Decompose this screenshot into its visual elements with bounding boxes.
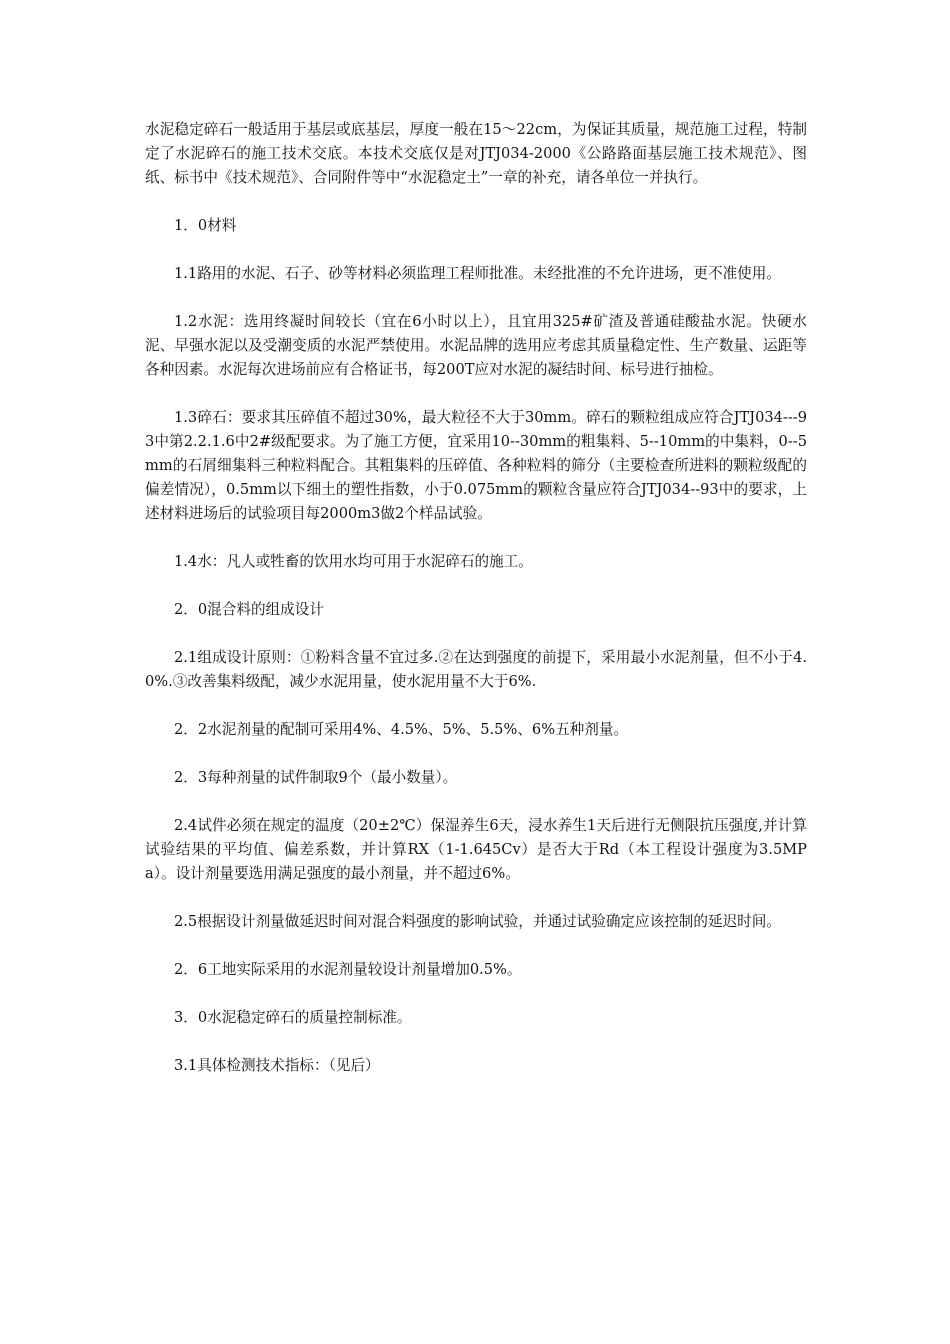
paragraph-2-4: 2.4试件必须在规定的温度（20±2℃）保湿养生6天，浸水养生1天后进行无侧限抗压强度,并计算试验结果的平均值、偏差系数，并计算RX（1-1.645Cv）是否大于Rd（本工程设计强度为3.5MPa）。设计剂量要选用满足强度的最小剂量，并不超过6%。: [145, 817, 807, 882]
paragraph-2-6: 2．6工地实际采用的水泥剂量较设计剂量增加0.5%。: [174, 961, 522, 978]
paragraph-1-3-gravel: 1.3碎石：要求其压碎值不超过30%，最大粒径不大于30mm。碎石的颗粒组成应符合JTJ034---93中第2.2.1.6中2#级配要求。为了施工方便，宜采用10--30mm的粗集料、5--10mm的中集料，0--5mm的石屑细集料三种粒料配合。其粗集料的压碎值、各种粒料的筛分（主要检查所进料的颗粒级配的偏差情况），0.5mm以下细土的塑性指数，小于0.075mm的颗粒含量应符合JTJ034--93中的要求，上述材料进场后的试验项目每2000m3做2个样品试验。: [145, 409, 807, 522]
heading-2-mix-design: 2．0混合料的组成设计: [174, 601, 324, 618]
paragraph-1-4-water: 1.4水：凡人或牲畜的饮用水均可用于水泥碎石的施工。: [174, 553, 533, 570]
paragraph-3-1: 3.1具体检测技术指标：（见后）: [174, 1057, 380, 1074]
paragraph-1-2-cement: 1.2水泥：选用终凝时间较长（宜在6小时以上），且宜用325#矿渣及普通硅酸盐水泥。快硬水泥、早强水泥以及受潮变质的水泥严禁使用。水泥品牌的选用应考虑其质量稳定性、生产数量、运距等各种因素。水泥每次进场前应有合格证书，每200T应对水泥的凝结时间、标号进行抽检。: [145, 313, 807, 378]
intro-paragraph: 水泥稳定碎石一般适用于基层或底基层，厚度一般在15～22cm，为保证其质量，规范施工过程，特制定了水泥碎石的施工技术交底。本技术交底仅是对JTJ034-2000《公路路面基层施工技术规范》、图纸、标书中《技术规范》、合同附件等中“水泥稳定土”一章的补充，请各单位一并执行。: [145, 121, 807, 186]
paragraph-2-5: 2.5根据设计剂量做延迟时间对混合料强度的影响试验，并通过试验确定应该控制的延迟时间。: [174, 913, 781, 930]
heading-3-quality-control: 3．0水泥稳定碎石的质量控制标准。: [174, 1009, 412, 1026]
heading-1-materials: 1．0材料: [174, 217, 237, 234]
document-body: [145, 118, 807, 1102]
paragraph-2-1: 2.1组成设计原则：①粉料含量不宜过多.②在达到强度的前提下，采用最小水泥剂量，但不小于4.0%.③改善集料级配，减少水泥用量，使水泥用量不大于6%.: [145, 649, 807, 690]
paragraph-2-3: 2．3每种剂量的试件制取9个（最小数量）。: [174, 769, 458, 786]
paragraph-2-2: 2．2水泥剂量的配制可采用4%、4.5%、5%、5.5%、6%五种剂量。: [174, 721, 629, 738]
paragraph-1-1: 1.1路用的水泥、石子、砂等材料必须监理工程师批准。未经批准的不允许进场，更不准使用。: [174, 265, 781, 282]
